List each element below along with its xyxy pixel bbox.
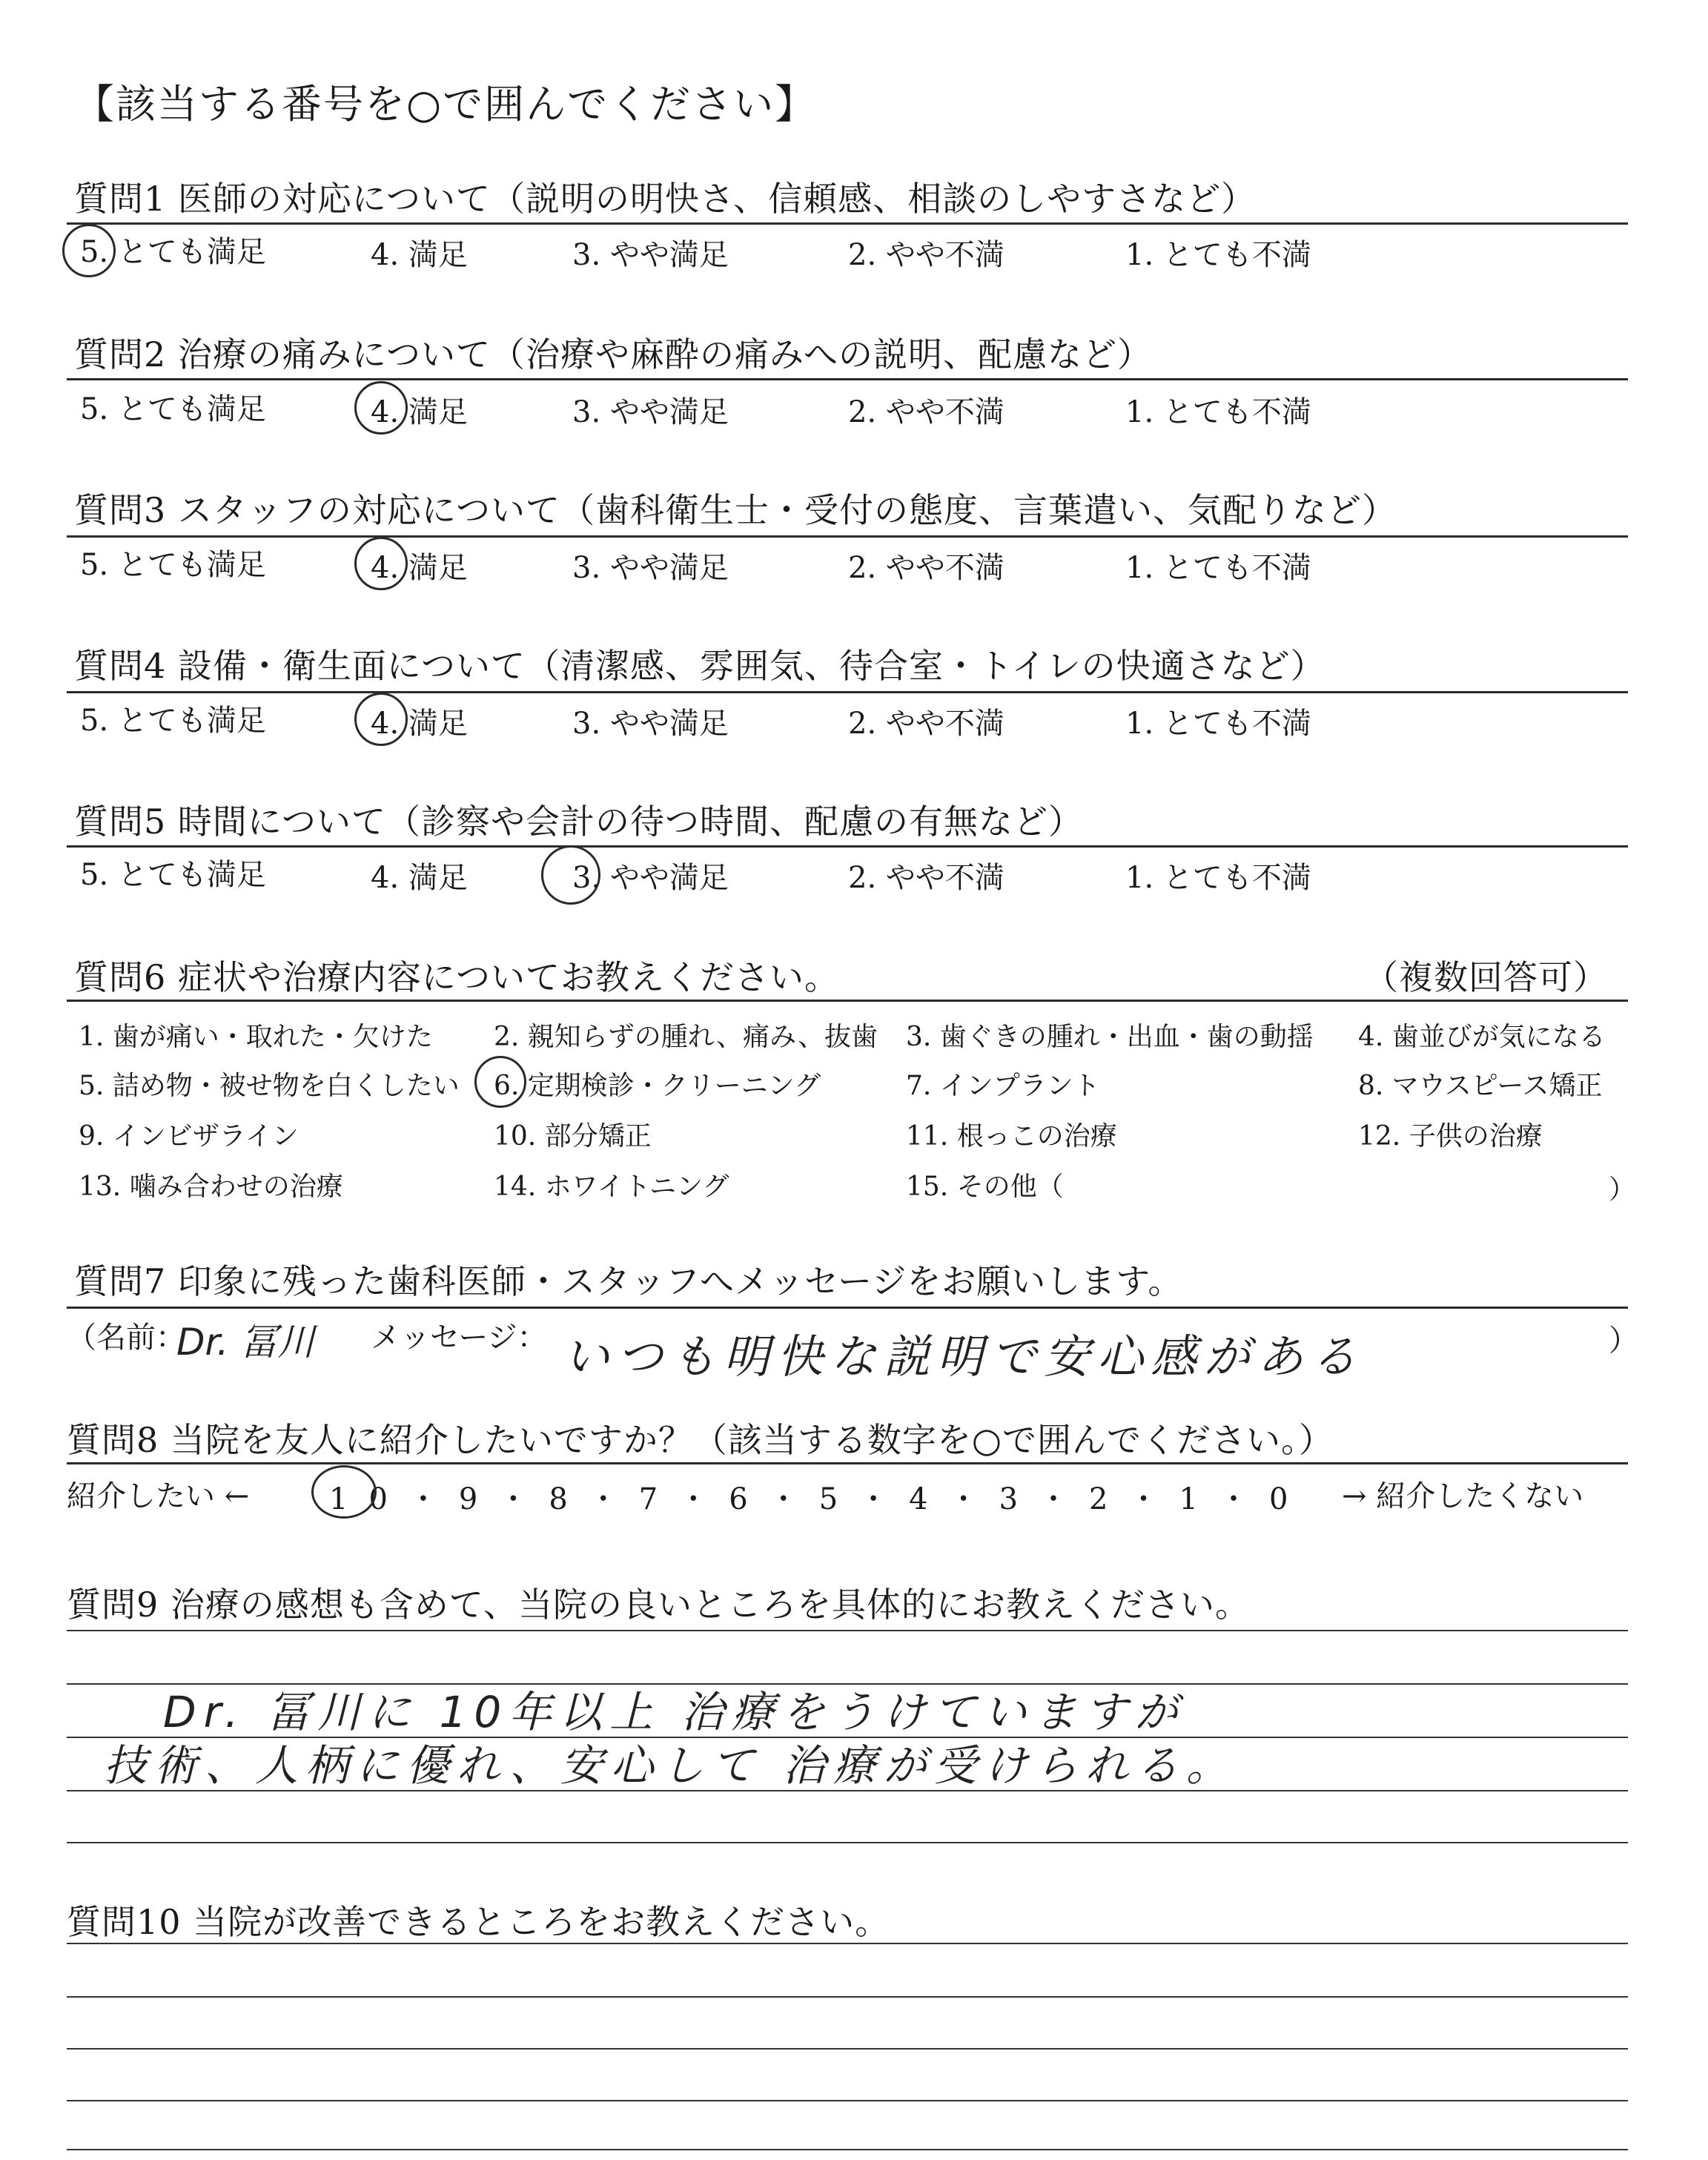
q9-answer-line-1[interactable]: Dr. 冨川に 10年以上 治療をうけていますが <box>163 1687 1185 1737</box>
q10-line-3 <box>67 2048 1628 2050</box>
q7-close-paren: ） <box>1609 1324 1638 1358</box>
question-3-title: 質問3 スタッフの対応について（歯科衛生士・受付の態度、言葉遣い、気配りなど） <box>74 490 1397 530</box>
q2-option-5[interactable]: 5. とても満足 <box>80 392 266 426</box>
q1-option-2[interactable]: 2. やや不満 <box>848 238 1004 272</box>
question-2-title: 質問2 治療の痛みについて（治療や麻酔の痛みへの説明、配慮など） <box>74 334 1153 374</box>
q4-option-4[interactable]: 4. 満足 <box>371 707 468 741</box>
q6-item-7[interactable]: 7. インプラント <box>906 1071 1100 1101</box>
q1-option-1[interactable]: 1. とても不満 <box>1125 238 1311 272</box>
q5-option-4[interactable]: 4. 満足 <box>371 861 468 895</box>
q2-option-4[interactable]: 4. 満足 <box>371 395 468 429</box>
q9-answer-line-2[interactable]: 技術、人柄に優れ、安心して 治療が受けられる。 <box>104 1740 1237 1791</box>
q8-scale[interactable]: 10・9・8・7・6・5・4・3・2・1・0 <box>329 1482 1309 1516</box>
q10-line-4 <box>67 2100 1628 2101</box>
q2-option-3[interactable]: 3. やや満足 <box>572 395 729 429</box>
question-6-title: 質問6 症状や治療内容についてお教えください。 <box>74 957 839 997</box>
q10-line-1 <box>67 1943 1628 1944</box>
q6-item-15-close: ） <box>1609 1175 1636 1205</box>
q6-selection-circle <box>474 1056 526 1108</box>
q4-option-1[interactable]: 1. とても不満 <box>1125 707 1311 741</box>
question-8-title: 質問8 当院を友人に紹介したいですか？（該当する数字を○で囲んでください。） <box>67 1420 1334 1460</box>
q10-line-2 <box>67 1996 1628 1998</box>
q8-right-label: → 紹介したくない <box>1342 1479 1584 1513</box>
page-title: 【該当する番号を○で囲んでください】 <box>74 81 817 128</box>
q3-selection-circle <box>354 537 408 590</box>
q6-item-6[interactable]: 6. 定期検診・クリーニング <box>494 1071 821 1101</box>
q3-option-1[interactable]: 1. とても不満 <box>1125 551 1311 585</box>
q7-name-value[interactable]: Dr. 冨川 <box>176 1321 315 1364</box>
q6-item-9[interactable]: 9. インビザライン <box>79 1121 299 1152</box>
q6-item-12[interactable]: 12. 子供の治療 <box>1358 1121 1543 1152</box>
q2-option-1[interactable]: 1. とても不満 <box>1125 395 1311 429</box>
question-1-title: 質問1 医師の対応について（説明の明快さ、信頼感、相談のしやすさなど） <box>74 179 1257 219</box>
q2-option-2[interactable]: 2. やや不満 <box>848 395 1004 429</box>
q6-item-14[interactable]: 14. ホワイトニング <box>494 1172 729 1202</box>
question-2-rule <box>67 378 1628 380</box>
q1-option-3[interactable]: 3. やや満足 <box>572 238 729 272</box>
question-4-rule <box>67 691 1628 693</box>
question-10-title: 質問10 当院が改善できるところをお教えください。 <box>67 1902 890 1942</box>
q6-item-13[interactable]: 13. 噛み合わせの治療 <box>79 1172 343 1202</box>
q5-option-3[interactable]: 3. やや満足 <box>572 861 729 895</box>
q7-message-value[interactable]: いつも明快な説明で安心感がある <box>563 1330 1365 1384</box>
q4-option-5[interactable]: 5. とても満足 <box>80 704 266 738</box>
q4-option-3[interactable]: 3. やや満足 <box>572 707 729 741</box>
q6-item-1[interactable]: 1. 歯が痛い・取れた・欠けた <box>79 1022 433 1052</box>
q9-line-1 <box>67 1630 1628 1631</box>
q6-item-5[interactable]: 5. 詰め物・被せ物を白くしたい <box>79 1071 460 1101</box>
q1-selection-circle <box>62 224 116 277</box>
q2-selection-circle <box>354 381 408 435</box>
q6-item-8[interactable]: 8. マウスピース矯正 <box>1358 1071 1603 1101</box>
question-6-rule <box>67 1000 1628 1002</box>
q4-option-2[interactable]: 2. やや不満 <box>848 707 1004 741</box>
q1-option-5[interactable]: 5. とても満足 <box>80 235 266 269</box>
q5-option-2[interactable]: 2. やや不満 <box>848 861 1004 895</box>
question-5-rule <box>67 845 1628 848</box>
q8-selection-circle <box>311 1465 377 1519</box>
q6-item-10[interactable]: 10. 部分矯正 <box>494 1121 652 1152</box>
question-5-title: 質問5 時間について（診察や会計の待つ時間、配慮の有無など） <box>74 802 1083 842</box>
q6-item-4[interactable]: 4. 歯並びが気になる <box>1358 1022 1606 1052</box>
question-8-rule <box>67 1462 1628 1464</box>
question-6-note: （複数回答可） <box>1364 957 1608 997</box>
q7-message-label: メッセージ： <box>371 1321 547 1355</box>
q7-name-label: （名前： <box>67 1321 185 1355</box>
question-4-title: 質問4 設備・衛生面について（清潔感、雰囲気、待合室・トイレの快適さなど） <box>74 646 1325 686</box>
q4-selection-circle <box>354 693 408 746</box>
question-1-rule <box>67 222 1628 225</box>
q3-option-2[interactable]: 2. やや不満 <box>848 551 1004 585</box>
q3-option-3[interactable]: 3. やや満足 <box>572 551 729 585</box>
q5-option-5[interactable]: 5. とても満足 <box>80 858 266 892</box>
q3-option-5[interactable]: 5. とても満足 <box>80 548 266 582</box>
q6-item-2[interactable]: 2. 親知らずの腫れ、痛み、抜歯 <box>494 1022 878 1052</box>
q10-line-5 <box>67 2149 1628 2150</box>
question-3-rule <box>67 535 1628 538</box>
q6-item-11[interactable]: 11. 根っこの治療 <box>906 1121 1117 1152</box>
q1-option-4[interactable]: 4. 満足 <box>371 238 468 272</box>
q5-option-1[interactable]: 1. とても不満 <box>1125 861 1311 895</box>
q6-item-15[interactable]: 15. その他（ <box>906 1172 1064 1202</box>
q3-option-4[interactable]: 4. 満足 <box>371 551 468 585</box>
question-9-title: 質問9 治療の感想も含めて、当院の良いところを具体的にお教えください。 <box>67 1585 1250 1625</box>
q5-selection-circle <box>541 845 600 905</box>
q6-item-3[interactable]: 3. 歯ぐきの腫れ・出血・歯の動揺 <box>906 1022 1314 1052</box>
question-7-title: 質問7 印象に残った歯科医師・スタッフへメッセージをお願いします。 <box>74 1261 1183 1301</box>
q8-left-label: 紹介したい ← <box>67 1479 250 1513</box>
question-7-rule <box>67 1307 1628 1309</box>
q9-line-5 <box>67 1842 1628 1843</box>
